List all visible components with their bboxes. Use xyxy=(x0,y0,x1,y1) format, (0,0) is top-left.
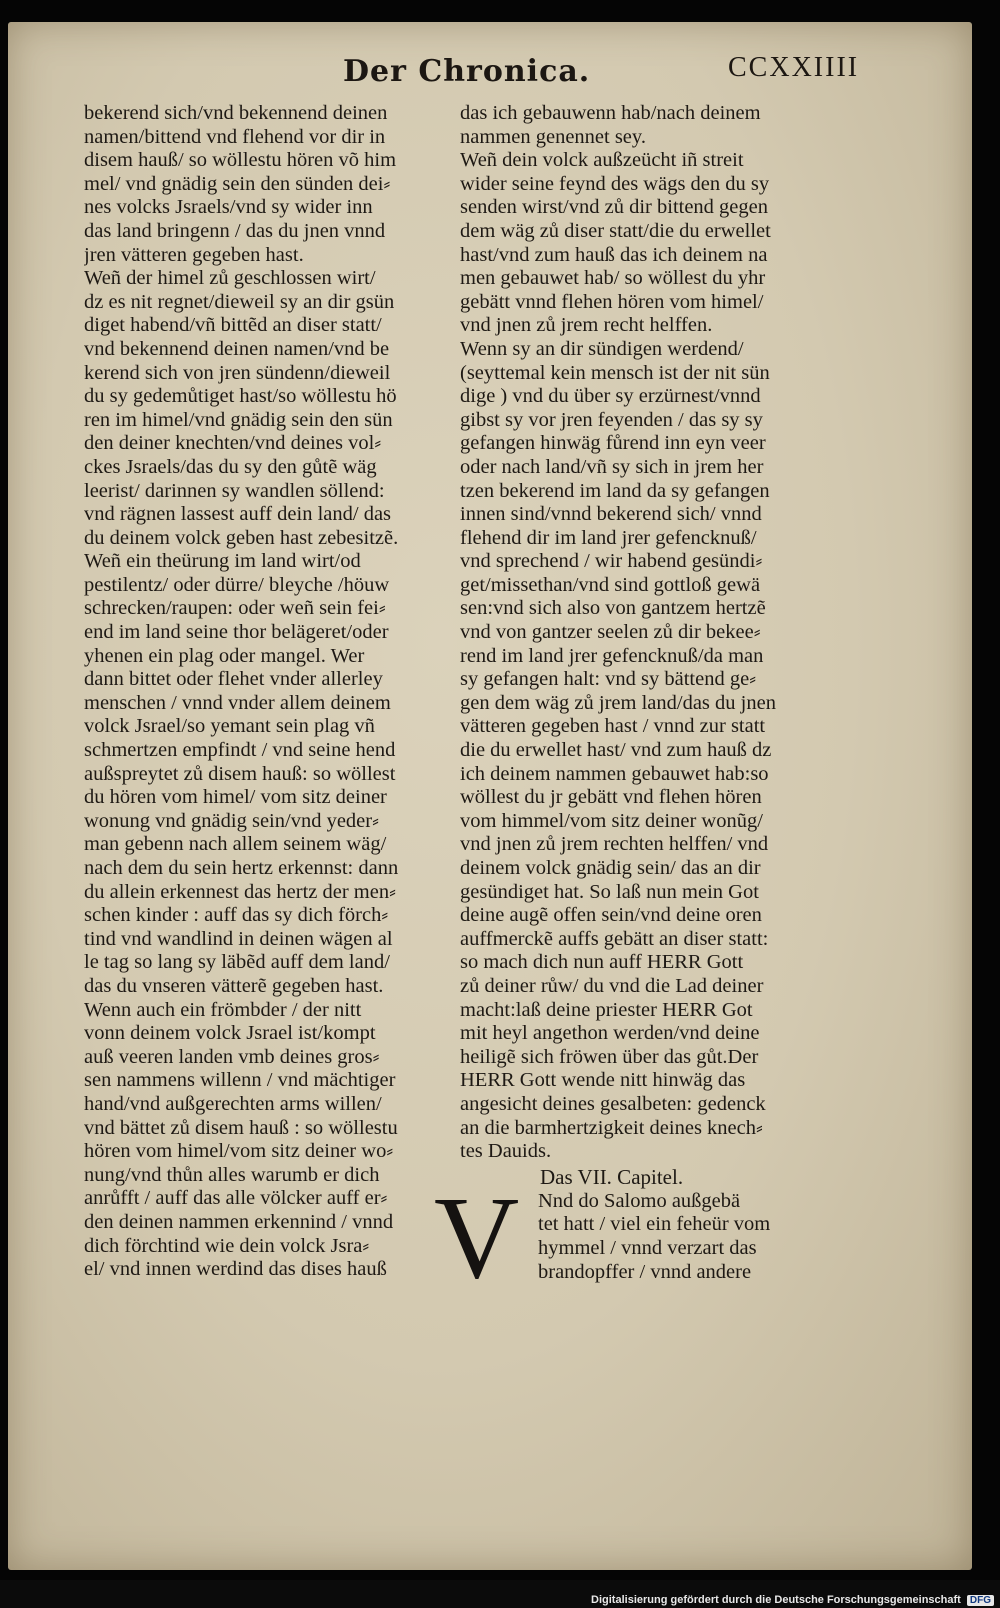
text-line: sy gefangen halt: vnd sy bättend ge⸗ xyxy=(460,668,757,691)
text-line: vom himmel/vom sitz deiner wonũg/ xyxy=(460,809,763,832)
text-line: vätteren gegeben hast / vnnd zur statt xyxy=(460,715,766,738)
text-line: vnd sprechend / wir habend gesündi⸗ xyxy=(460,550,763,573)
text-line: den deinen nammen erkennind / vnnd xyxy=(84,1210,394,1233)
text-line: ren im himel/vnd gnädig sein den sün xyxy=(84,408,393,431)
text-line: ckes Jsraels/das du sy den gůtẽ wäg xyxy=(84,455,377,478)
text-line: Wenn auch ein frömbder / der nitt xyxy=(84,998,362,1021)
text-line: deine augẽ offen sein/vnd deine oren xyxy=(460,904,762,927)
text-line: el/ vnd innen werdind das dises hauß xyxy=(84,1258,387,1281)
text-line: du sy gedemůtiget hast/so wöllestu hö xyxy=(84,385,397,408)
text-line: diget habend/vñ bittẽd an diser statt/ xyxy=(84,314,382,337)
left-text-column xyxy=(84,102,456,1282)
text-line: wonung vnd gnädig sein/vnd yeder⸗ xyxy=(84,809,379,832)
text-line: vonn deinem volck Jsrael ist/kompt xyxy=(84,1022,376,1045)
text-line: menschen / vnnd vnder allem deinem xyxy=(84,691,391,714)
text-line: nammen genennet sey. xyxy=(460,125,646,148)
chapter-text-line: brandopffer / vnnd andere xyxy=(538,1260,752,1283)
text-line: men gebauwet hab/ so wöllest du yhr xyxy=(460,267,766,290)
text-line: du allein erkennest das hertz der men⸗ xyxy=(84,880,396,903)
credit-text: Digitalisierung gefördert durch die Deutsche Forschungsgemeinschaft xyxy=(591,1594,961,1606)
text-line: ich deinem nammen gebauwet hab:so xyxy=(460,762,769,785)
text-line: zů deiner růw/ du vnd die Lad deiner xyxy=(460,974,764,997)
text-line: gen dem wäg zů jrem land/das du jnen xyxy=(460,691,776,714)
chapter-text-line: hymmel / vnnd verzart das xyxy=(538,1236,757,1259)
text-line: auffmerckẽ auffs gebätt an diser statt: xyxy=(460,927,769,950)
drop-initial-letter: V xyxy=(434,1171,520,1303)
text-line: Weñ dein volck außzeücht iñ streit xyxy=(460,149,744,172)
text-line: leerist/ darinnen sy wandlen söllend: xyxy=(84,479,385,502)
dfg-logo: DFG xyxy=(967,1595,994,1606)
chapter-text-line: tet hatt / viel ein feheür vom xyxy=(538,1213,771,1236)
text-line: tzen bekerend im land da sy gefangen xyxy=(460,479,770,502)
text-line: wöllest du jr gebätt vnd flehen hören xyxy=(460,786,762,809)
text-line: pestilentz/ oder dürre/ bleyche /höuw xyxy=(84,573,390,596)
text-line: gesündiget hat. So laß nun mein Got xyxy=(460,880,759,903)
text-line: das ich gebauwenn hab/nach deinem xyxy=(460,102,761,124)
text-line: heiligẽ sich fröwen über das gůt.Der xyxy=(460,1045,759,1068)
chapter-heading: Das VII. Capitel. xyxy=(540,1164,684,1189)
text-line: man gebenn nach allem seinem wäg/ xyxy=(84,833,387,856)
text-line: schmertzen empfindt / vnd seine hend xyxy=(84,739,396,762)
text-line: nach dem du sein hertz erkennst: dann xyxy=(84,857,399,879)
text-line: gibst sy vor jren feyenden / das sy sy xyxy=(460,408,763,431)
text-line: get/missethan/vnd sind gottloß gewä xyxy=(460,573,761,596)
text-line: namen/bittend vnd flehend vor dir in xyxy=(84,125,386,148)
text-line: an die barmhertzigkeit deines knech⸗ xyxy=(460,1116,763,1139)
text-line: hand/vnd außgerechten arms willen/ xyxy=(84,1092,382,1115)
text-line: schrecken/raupen: oder weñ sein fei⸗ xyxy=(84,597,386,620)
text-line: gebätt vnnd flehen hören vom himel/ xyxy=(460,290,764,313)
right-text-column xyxy=(434,102,832,1303)
text-line: vnd von gantzer seelen zů dir bekee⸗ xyxy=(460,621,761,644)
text-line: hören vom himel/vom sitz deiner wo⸗ xyxy=(84,1140,394,1163)
text-line: vnd rägnen lassest auff dein land/ das xyxy=(84,503,392,526)
text-line: dz es nit regnet/dieweil sy an dir gsün xyxy=(84,290,395,313)
chapter-text-line: Nnd do Salomo außgebä xyxy=(538,1189,741,1212)
right-column-lines xyxy=(460,102,832,1164)
text-line: außspreytet zů disem hauß: so wöllest xyxy=(84,762,396,785)
text-line: jren vätteren gegeben hast. xyxy=(84,243,304,266)
digitization-credit xyxy=(591,1594,994,1606)
text-line: flehend dir im land jrer gefencknuß/ xyxy=(460,526,757,549)
text-line: disem hauß/ so wöllestu hören võ him xyxy=(84,149,397,172)
text-line: hast/vnd zum hauß das ich deinem na xyxy=(460,243,768,266)
text-line: volck Jsrael/so yemant sein plag vñ xyxy=(84,715,375,738)
text-line: end im land seine thor belägeret/oder xyxy=(84,621,389,644)
running-head: Der Chronica. xyxy=(343,54,591,89)
text-line: anrůfft / auff das alle völcker auff er⸗ xyxy=(84,1187,388,1210)
text-line: vnd bättet zů disem hauß : so wöllestu xyxy=(84,1116,398,1139)
text-line: (seyttemal kein mensch ist der nit sün xyxy=(460,361,770,384)
text-line: oder nach land/vñ sy sich in jrem her xyxy=(460,455,764,478)
folio-number: CCXXIIII xyxy=(728,52,860,83)
text-line: auß veeren landen vmb deines gros⸗ xyxy=(84,1045,380,1068)
text-line: deinem volck gnädig sein/ das an dir xyxy=(460,857,761,879)
text-line: sen:vnd sich also von gantzem hertzẽ xyxy=(460,597,766,620)
text-line: senden wirst/vnd zů dir bittend gegen xyxy=(460,196,769,219)
text-line: angesicht deines gesalbeten: gedenck xyxy=(460,1092,766,1115)
text-line: HERR Gott wende nitt hinwäg das xyxy=(460,1069,746,1092)
text-line: vnd jnen zů jrem recht helffen. xyxy=(460,314,713,337)
text-line: Weñ der himel zů geschlossen wirt/ xyxy=(84,267,376,290)
text-line: Weñ ein theürung im land wirt/od xyxy=(84,550,361,573)
text-line: kerend sich von jren sündenn/dieweil xyxy=(84,361,391,384)
text-line: die du erwellet hast/ vnd zum hauß dz xyxy=(460,739,772,762)
text-line: du deinem volck geben hast zebesitzẽ. xyxy=(84,526,399,549)
text-line: nes volcks Jsraels/vnd sy wider inn xyxy=(84,196,373,219)
book-page xyxy=(8,22,972,1570)
text-line: bekerend sich/vnd bekennend deinen xyxy=(84,102,388,124)
text-line: tes Dauids. xyxy=(460,1140,552,1163)
text-line: le tag so lang sy läbẽd auff dem land/ xyxy=(84,951,390,974)
text-line: mit heyl angethon werden/vnd deine xyxy=(460,1022,760,1045)
text-line: rend im land jrer gefencknuß/da man xyxy=(460,644,764,667)
text-line: dige ) vnd du über sy erzürnest/vnnd xyxy=(460,385,761,408)
text-line: nung/vnd thůn alles warumb er dich xyxy=(84,1163,380,1186)
text-line: Wenn sy an dir sündigen werdend/ xyxy=(460,337,744,360)
text-line: vnd bekennend deinen namen/vnd be xyxy=(84,337,390,360)
text-line: dem wäg zů diser statt/die du erwellet xyxy=(460,219,771,242)
text-line: gefangen hinwäg fůrend inn eyn veer xyxy=(460,432,766,455)
text-line: so mach dich nun auff HERR Gott xyxy=(460,951,744,974)
text-line: sen nammens willenn / vnd mächtiger xyxy=(84,1069,396,1092)
text-line: dich förchtind wie dein volck Jsra⸗ xyxy=(84,1234,370,1257)
text-line: wider seine feynd des wägs den du sy xyxy=(460,172,770,195)
text-line: den deiner knechten/vnd deines vol⸗ xyxy=(84,432,382,455)
text-line: macht:laß deine priester HERR Got xyxy=(460,998,753,1021)
text-line: du hören vom himel/ vom sitz deiner xyxy=(84,786,387,809)
text-line: mel/ vnd gnädig sein den sünden dei⸗ xyxy=(84,172,391,195)
text-line: vnd jnen zů jrem rechten helffen/ vnd xyxy=(460,833,769,856)
text-line: yhenen ein plag oder mangel. Wer xyxy=(84,644,365,667)
text-line: innen sind/vnnd bekerend sich/ vnnd xyxy=(460,503,762,526)
text-line: dann bittet oder flehet vnder allerley xyxy=(84,668,383,691)
text-line: das du vnseren vätterẽ gegeben hast. xyxy=(84,974,384,997)
text-line: tind vnd wandlind in deinen wägen al xyxy=(84,927,393,950)
text-line: das land bringenn / das du jnen vnnd xyxy=(84,219,386,242)
text-line: schen kinder : auff das sy dich förch⸗ xyxy=(84,904,389,927)
